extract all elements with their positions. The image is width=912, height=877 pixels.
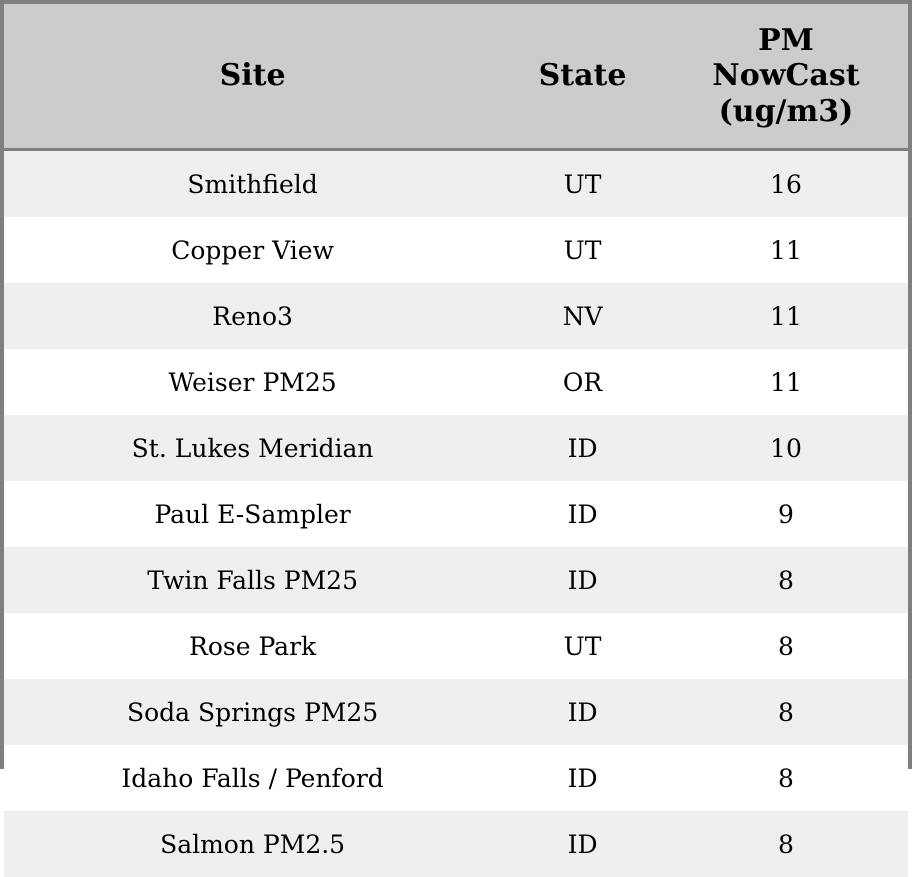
column-header-pm-nowcast-line-2: NowCast xyxy=(670,58,902,93)
cell-state: UT xyxy=(501,150,664,218)
cell-pm-nowcast: 9 xyxy=(664,481,908,547)
cell-site: Copper View xyxy=(4,217,501,283)
cell-pm-nowcast: 11 xyxy=(664,217,908,283)
cell-state: UT xyxy=(501,613,664,679)
cell-state: ID xyxy=(501,415,664,481)
table-row xyxy=(4,217,908,283)
table-row xyxy=(4,613,908,679)
cell-pm-nowcast: 8 xyxy=(664,745,908,811)
cell-state: ID xyxy=(501,481,664,547)
table-row xyxy=(4,150,908,218)
cell-pm-nowcast: 10 xyxy=(664,415,908,481)
cell-pm-nowcast: 8 xyxy=(664,613,908,679)
cell-site: Idaho Falls / Penford xyxy=(4,745,501,811)
air-quality-table xyxy=(4,4,908,877)
cell-pm-nowcast: 16 xyxy=(664,150,908,218)
table-row xyxy=(4,811,908,877)
cell-site: Salmon PM2.5 xyxy=(4,811,501,877)
table-row xyxy=(4,547,908,613)
cell-site: Twin Falls PM25 xyxy=(4,547,501,613)
table-row xyxy=(4,415,908,481)
cell-site: St. Lukes Meridian xyxy=(4,415,501,481)
table-row xyxy=(4,679,908,745)
cell-pm-nowcast: 11 xyxy=(664,349,908,415)
column-header-pm-nowcast-line-1: PM xyxy=(670,23,902,58)
cell-site: Rose Park xyxy=(4,613,501,679)
table-header-row xyxy=(4,4,908,150)
table-row xyxy=(4,349,908,415)
column-header-pm-nowcast xyxy=(664,4,908,150)
cell-site: Smithfield xyxy=(4,150,501,218)
cell-state: ID xyxy=(501,745,664,811)
column-header-state-line-1: State xyxy=(507,58,658,93)
cell-site: Reno3 xyxy=(4,283,501,349)
table-body xyxy=(4,150,908,877)
cell-site: Paul E-Sampler xyxy=(4,481,501,547)
table-row xyxy=(4,745,908,811)
column-header-site-line-1: Site xyxy=(10,58,495,93)
column-header-site xyxy=(4,4,501,150)
cell-state: ID xyxy=(501,811,664,877)
table-row xyxy=(4,283,908,349)
cell-state: NV xyxy=(501,283,664,349)
cell-state: ID xyxy=(501,679,664,745)
cell-state: ID xyxy=(501,547,664,613)
column-header-state xyxy=(501,4,664,150)
cell-site: Soda Springs PM25 xyxy=(4,679,501,745)
cell-pm-nowcast: 8 xyxy=(664,679,908,745)
table-row xyxy=(4,481,908,547)
cell-pm-nowcast: 11 xyxy=(664,283,908,349)
cell-site: Weiser PM25 xyxy=(4,349,501,415)
cell-pm-nowcast: 8 xyxy=(664,547,908,613)
cell-state: UT xyxy=(501,217,664,283)
column-header-pm-nowcast-line-3: (ug/m3) xyxy=(670,94,902,129)
cell-pm-nowcast: 8 xyxy=(664,811,908,877)
cell-state: OR xyxy=(501,349,664,415)
table-header xyxy=(4,4,908,150)
